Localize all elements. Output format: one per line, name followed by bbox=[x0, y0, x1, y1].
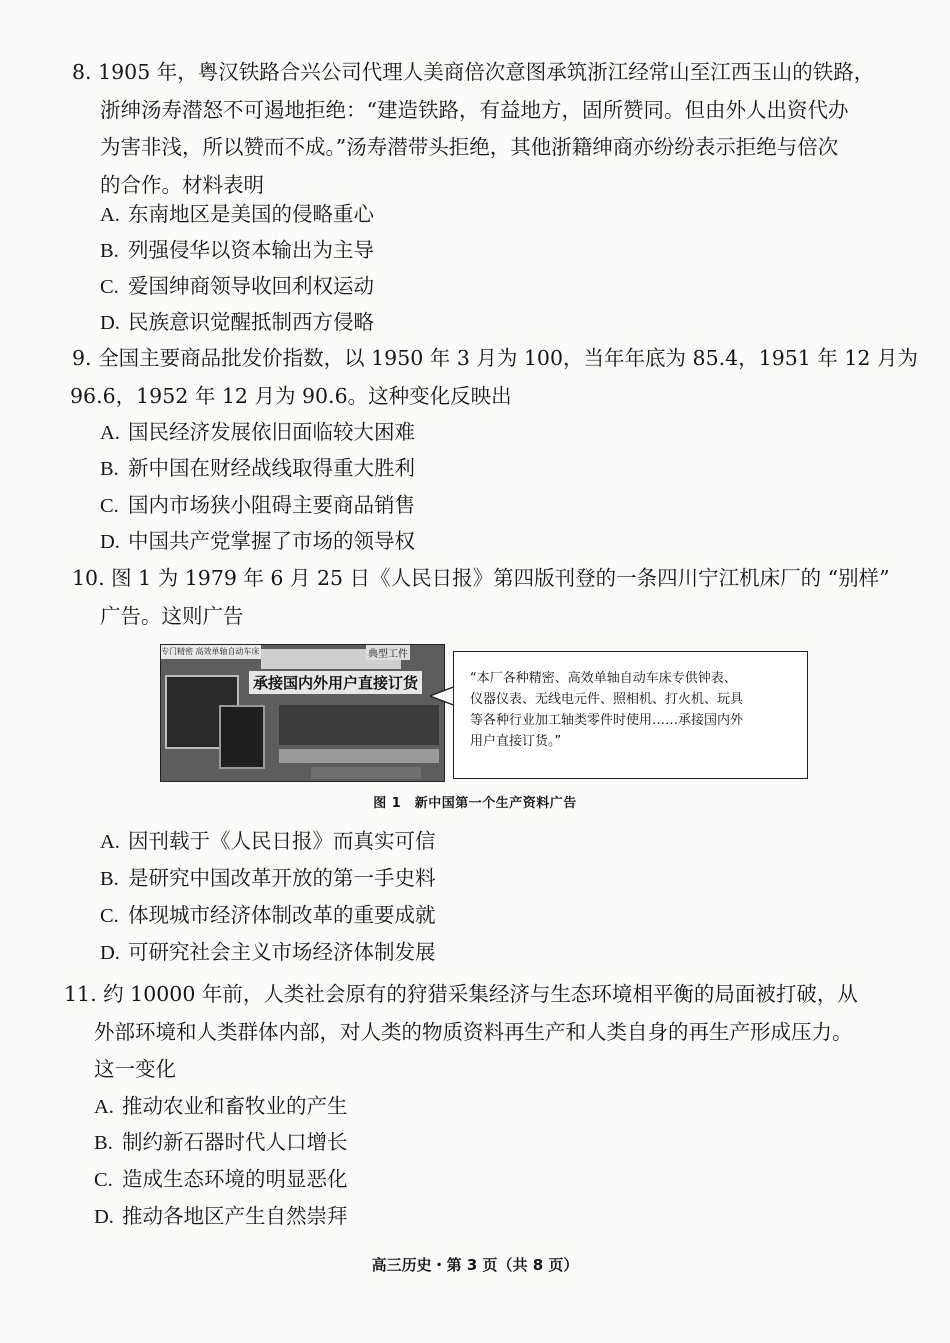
ad-callout-box bbox=[453, 651, 808, 779]
option-9a: A. 国民经济发展依旧面临较大困难 bbox=[100, 420, 415, 444]
callout-line: 仪器仪表、无线电元件、照相机、打火机、玩具 bbox=[470, 692, 744, 707]
option-10c: C. 体现城市经济体制改革的重要成就 bbox=[100, 903, 436, 927]
callout-line: “本厂各种精密、高效单轴自动车床专供钟表、 bbox=[470, 671, 737, 686]
option-10a: A. 因刊载于《人民日报》而真实可信 bbox=[100, 829, 436, 853]
option-9b: B. 新中国在财经战线取得重大胜利 bbox=[100, 456, 415, 480]
ad-workpiece-label: 典型工件 bbox=[366, 645, 410, 660]
option-11b: B. 制约新石器时代人口增长 bbox=[94, 1130, 348, 1154]
question-8-line-1: 8. 1905 年，粤汉铁路合兴公司代理人美商倍次意图承筑浙江经常山至江西玉山的铁路， bbox=[72, 54, 902, 92]
question-number: 9. bbox=[72, 346, 92, 370]
question-number: 10. bbox=[72, 566, 105, 590]
question-9 bbox=[70, 340, 918, 415]
ad-headline: 承接国内外用户直接订货 bbox=[249, 671, 422, 694]
figure-caption: 图 1 新中国第一个生产资料广告 bbox=[373, 796, 577, 811]
option-8c: C. 爱国绅商领导收回利权运动 bbox=[100, 274, 374, 298]
question-10 bbox=[72, 560, 902, 635]
question-11-line-3: 这一变化 bbox=[94, 1057, 176, 1081]
machine-tool-image bbox=[219, 705, 265, 769]
option-11d: D. 推动各地区产生自然崇拜 bbox=[94, 1204, 348, 1228]
option-8a: A. 东南地区是美国的侵略重心 bbox=[100, 202, 374, 226]
option-11a: A. 推动农业和畜牧业的产生 bbox=[94, 1094, 348, 1118]
advertisement-photo bbox=[160, 644, 445, 782]
callout-line: 用户直接订货。” bbox=[470, 734, 562, 749]
option-9c: C. 国内市场狭小阻碍主要商品销售 bbox=[100, 493, 415, 517]
question-8 bbox=[72, 54, 902, 204]
question-10-line-2: 广告。这则广告 bbox=[100, 603, 244, 628]
option-8b: B. 列强侵华以资本输出为主导 bbox=[100, 238, 374, 262]
option-8d: D. 民族意识觉醒抵制西方侵略 bbox=[100, 310, 374, 334]
question-number: 8. bbox=[72, 60, 92, 84]
option-9d: D. 中国共产党掌握了市场的领导权 bbox=[100, 529, 415, 553]
question-11-line-1: 11. 约 10000 年前，人类社会原有的狩猎采集经济与生态环境相平衡的局面被打破，从 bbox=[64, 976, 894, 1014]
question-8-line-3: 为害非浅，所以赞而不成。”汤寿潜带头拒绝，其他浙籍绅商亦纷纷表示拒绝与倍次 bbox=[100, 135, 839, 159]
question-8-line-4: 的合作。材料表明 bbox=[100, 172, 264, 197]
question-10-line-1: 10. 图 1 为 1979 年 6 月 25 日《人民日报》第四版刊登的一条四川宁江机床厂的 “别样” bbox=[72, 560, 902, 598]
page-footer: 高三历史・第 3 页（共 8 页） bbox=[371, 1256, 579, 1274]
question-9-line-1: 9. 全国主要商品批发价指数，以 1950 年 3 月为 100，当年年底为 85.4，1951 年 12 月为 bbox=[72, 340, 902, 378]
question-8-line-2: 浙绅汤寿潜怒不可遏地拒绝：“建造铁路，有益地方，固所赞同。但由外人出资代办 bbox=[100, 97, 849, 122]
option-11c: C. 造成生态环境的明显恶化 bbox=[94, 1167, 348, 1191]
callout-line: 等各种行业加工轴类零件时使用……承接国内外 bbox=[470, 713, 744, 728]
option-10d: D. 可研究社会主义市场经济体制发展 bbox=[100, 940, 436, 964]
ad-text-block bbox=[279, 749, 439, 763]
ad-text-block bbox=[279, 705, 439, 745]
question-11-line-2: 外部环境和人类群体内部，对人类的物质资料再生产和人类自身的再生产形成压力。 bbox=[94, 1019, 853, 1044]
ad-tag: 专门精密 高效单轴自动车床 bbox=[161, 645, 261, 659]
question-11 bbox=[64, 976, 894, 1089]
ad-text-block bbox=[311, 767, 421, 779]
figure-1 bbox=[160, 644, 810, 786]
question-number: 11. bbox=[64, 982, 97, 1006]
question-9-line-2: 96.6，1952 年 12 月为 90.6。这种变化反映出 bbox=[70, 383, 512, 408]
option-10b: B. 是研究中国改革开放的第一手史料 bbox=[100, 866, 436, 890]
